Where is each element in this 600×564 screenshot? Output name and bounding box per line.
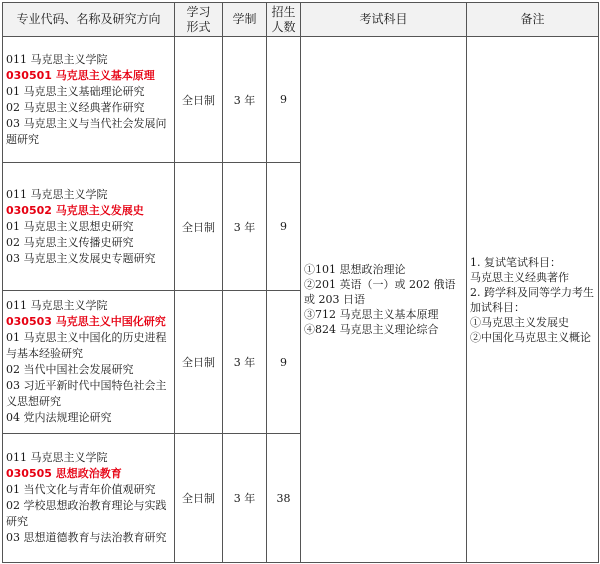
major-cell: [3, 163, 175, 291]
major-code-name: 030503 马克思主义中国化研究: [6, 315, 166, 328]
program-years: 3 年: [223, 163, 267, 291]
header-mode: 学习 形式: [175, 3, 223, 37]
research-direction: 01 马克思主义中国化的历史进程与基本经验研究: [6, 331, 167, 360]
note-line: 1. 复试笔试科目：: [470, 255, 561, 269]
research-direction: 02 学校思想政治教育理论与实践研究: [6, 499, 167, 528]
program-years: 3 年: [223, 291, 267, 434]
enrollment-quota: 38: [267, 434, 301, 563]
header-quota: 招生 人数: [267, 3, 301, 37]
study-mode: 全日制: [175, 37, 223, 163]
research-direction: 03 马克思主义发展史专题研究: [6, 251, 156, 265]
exam-subject: ③712 马克思主义基本原理: [304, 308, 439, 321]
school-name: 011 马克思主义学院: [6, 187, 108, 201]
header-exam: 考试科目: [301, 3, 467, 37]
research-direction: 02 当代中国社会发展研究: [6, 363, 134, 376]
exam-subject: ①101 思想政治理论: [304, 263, 406, 276]
research-direction: 02 马克思主义传播史研究: [6, 235, 134, 249]
school-name: 011 马克思主义学院: [6, 299, 108, 312]
exam-subjects-cell: [301, 37, 467, 563]
exam-subject: ②201 英语（一）或 202 俄语或 203 日语: [304, 278, 456, 306]
header-notes: 备注: [467, 3, 599, 37]
major-code-name: 030502 马克思主义发展史: [6, 203, 144, 217]
notes-cell: [467, 37, 599, 563]
study-mode: 全日制: [175, 291, 223, 434]
research-direction: 02 马克思主义经典著作研究: [6, 100, 145, 114]
program-years: 3 年: [223, 434, 267, 563]
research-direction: 04 党内法规理论研究: [6, 411, 112, 424]
school-name: 011 马克思主义学院: [6, 451, 108, 464]
program-years: 3 年: [223, 37, 267, 163]
exam-subject: ④824 马克思主义理论综合: [304, 323, 439, 336]
note-line: 2. 跨学科及同等学力考生加试科目：: [470, 285, 594, 314]
header-row: [3, 3, 599, 37]
major-cell: [3, 291, 175, 434]
research-direction: 03 思想道德教育与法治教育研究: [6, 531, 167, 544]
research-direction: 01 马克思主义思想史研究: [6, 219, 134, 233]
note-line: 马克思主义经典著作: [470, 270, 569, 284]
enrollment-quota: 9: [267, 163, 301, 291]
admissions-table: [2, 2, 599, 563]
research-direction: 01 马克思主义基础理论研究: [6, 84, 145, 98]
major-cell: [3, 434, 175, 563]
school-name: 011 马克思主义学院: [6, 52, 108, 66]
enrollment-quota: 9: [267, 291, 301, 434]
enrollment-quota: 9: [267, 37, 301, 163]
program-row: [3, 37, 599, 163]
research-direction: 03 习近平新时代中国特色社会主义思想研究: [6, 379, 167, 408]
research-direction: 03 马克思主义与当代社会发展问题研究: [6, 116, 167, 146]
admissions-table-container: [2, 2, 598, 562]
header-major: 专业代码、名称及研究方向: [3, 3, 175, 37]
study-mode: 全日制: [175, 163, 223, 291]
research-direction: 01 当代文化与青年价值观研究: [6, 483, 156, 496]
major-code-name: 030501 马克思主义基本原理: [6, 68, 155, 82]
study-mode: 全日制: [175, 434, 223, 563]
major-cell: [3, 37, 175, 163]
major-code-name: 030505 思想政治教育: [6, 467, 122, 480]
note-line: ②中国化马克思主义概论: [470, 330, 591, 344]
header-years: 学制: [223, 3, 267, 37]
note-line: ①马克思主义发展史: [470, 315, 569, 329]
